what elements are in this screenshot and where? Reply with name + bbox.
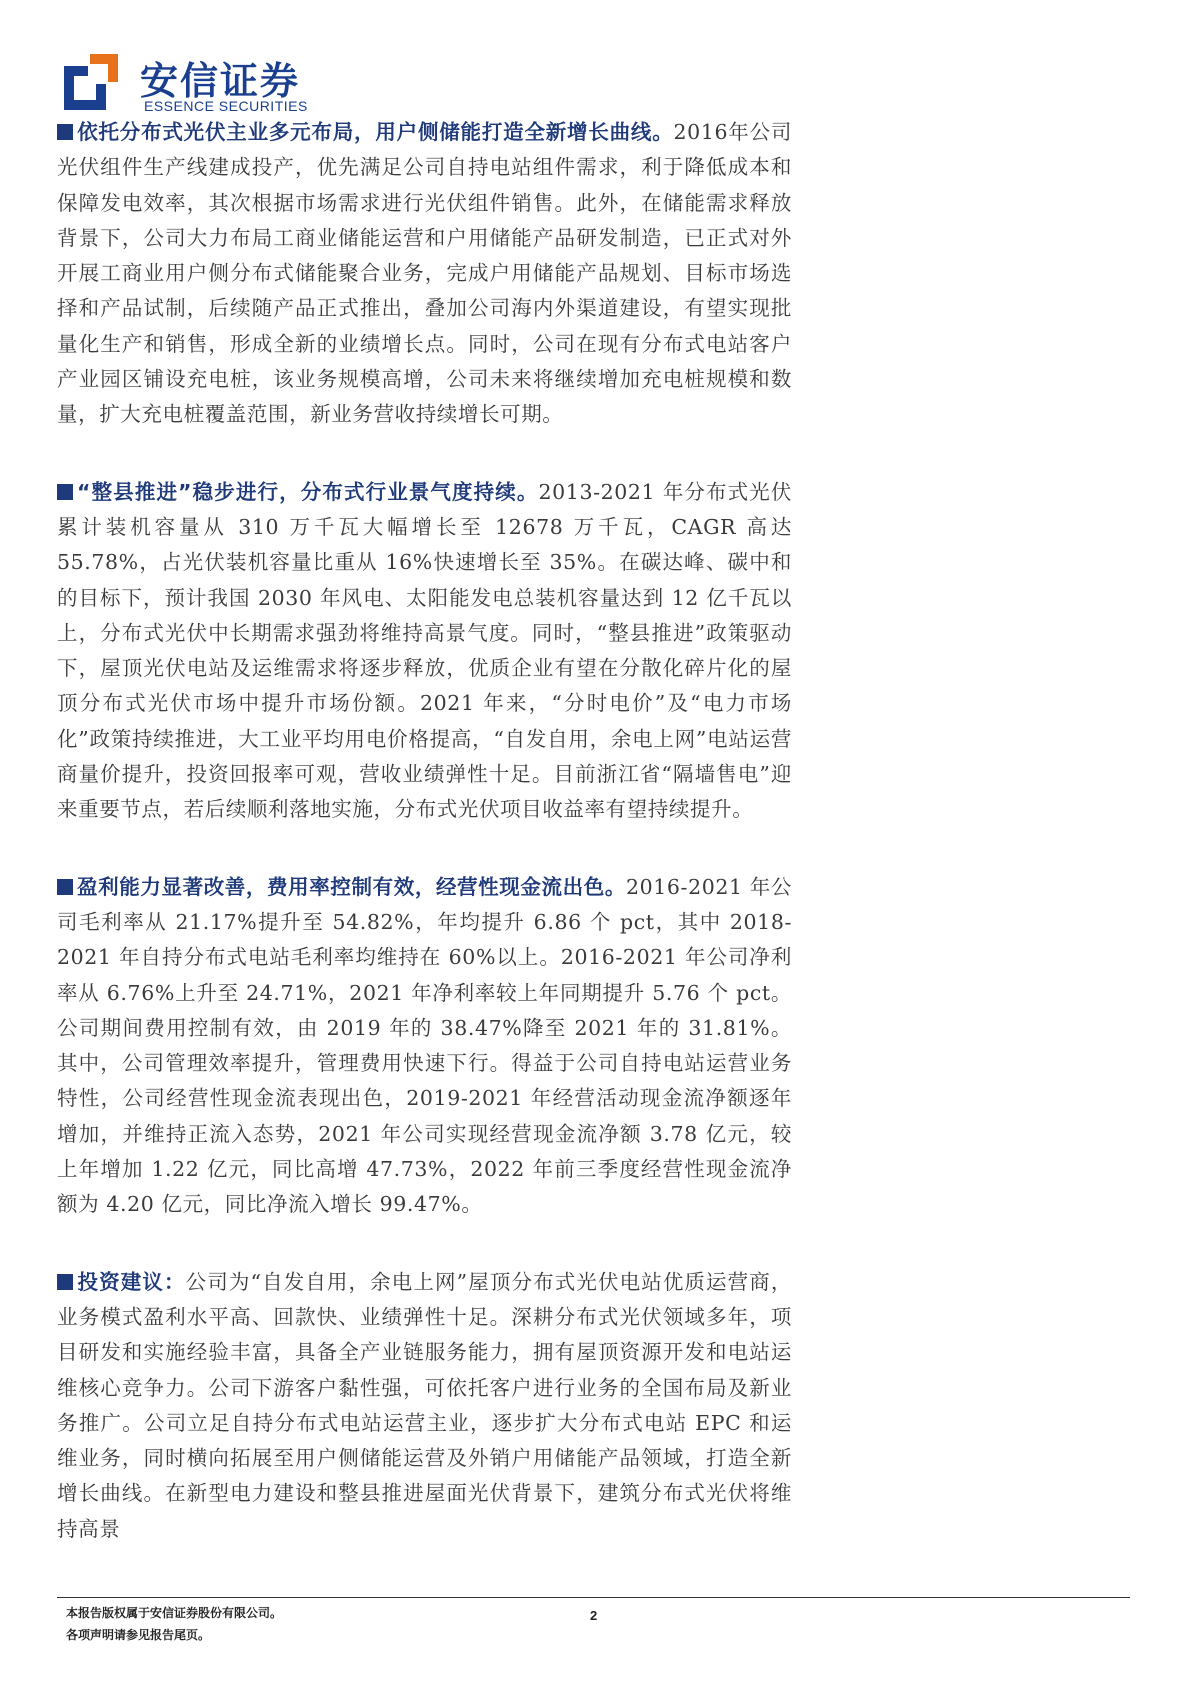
footer-divider: [57, 1597, 1130, 1598]
essence-logo-icon: [64, 52, 120, 110]
paragraph-profitability: [57, 870, 792, 1223]
footer-notice: 各项声明请参见报告尾页。: [66, 1628, 211, 1642]
paragraph-heading: “整县推进”稳步进行，分布式行业景气度持续。: [77, 479, 539, 504]
report-body: [57, 115, 792, 1589]
bullet-square-icon: [57, 484, 73, 500]
brand-name-cn: 安信证券: [140, 59, 301, 103]
paragraph-heading: 盈利能力显著改善，费用率控制有效，经营性现金流出色。: [77, 874, 626, 899]
paragraph-text: 公司为“自发自用，余电上网”屋顶分布式光伏电站优质运营商，业务模式盈利水平高、回款快、业绩弹性十足。深耕分布式光伏领域多年，项目研发和实施经验丰富，具备全产业链服务能力，拥有屋顶资源开发和电站运维核心竞争力。公司下游客户黏性强，可依托客户进行业务的全国布局及新业务推广。公司立足自持分布式电站运营主业，逐步扩大分布式电站 EPC 和运维业务，同时横向拓展至用户侧储能运营及外销户用储能产品领域，打造全新增长曲线。在新型电力建设和整县推进屋面光伏背景下，建筑分布式光伏将维持高景: [57, 1269, 793, 1541]
brand-name-en: ESSENCE SECURITIES: [144, 98, 308, 114]
paragraph-text: 2016年公司光伏组件生产线建成投产，优先满足公司自持电站组件需求，利于降低成本和保障发电效率，其次根据市场需求进行光伏组件销售。此外，在储能需求释放背景下，公司大力布局工商业储能运营和户用储能产品研发制造，已正式对外开展工商业用户侧分布式储能聚合业务，完成户用储能产品规划、目标市场选择和产品试制，后续随产品正式推出，叠加公司海内外渠道建设，有望实现批量化生产和销售，形成全新的业绩增长点。同时，公司在现有分布式电站客户产业园区铺设充电桩，该业务规模高增，公司未来将继续增加充电桩规模和数量，扩大充电桩覆盖范围，新业务营收持续增长可期。: [57, 120, 792, 427]
footer-disclaimer: [66, 1602, 282, 1646]
bullet-square-icon: [57, 1274, 73, 1290]
bullet-square-icon: [57, 124, 73, 140]
paragraph-investment-advice: [57, 1265, 792, 1547]
bullet-square-icon: [57, 879, 73, 895]
paragraph-text: 2016-2021 年公司毛利率从 21.17%提升至 54.82%，年均提升 6.86 个 pct，其中 2018-2021 年自持分布式电站毛利率均维持在 60%以上。2016-2021 年公司净利率从 6.76%上升至 24.71%，2021 年净利率较上年同期提升 5.76 个 pct。公司期间费用控制有效，由 2019 年的 38.47%降至 2021 年的 31.81%。其中，公司管理效率提升，管理费用快速下行。得益于公司自持电站运营业务特性，公司经营性现金流表现出色，2019-2021 年经营活动现金流净额逐年增加，并维持正流入态势，2021 年公司实现经营现金流净额 3.78 亿元，较上年增加 1.22 亿元，同比高增 47.73%，2022 年前三季度经营性现金流净额为 4.20 亿元，同比净流入增长 99.47%。: [57, 874, 792, 1217]
page-number: 2: [590, 1608, 598, 1623]
paragraph-heading: 依托分布式光伏主业多元布局，用户侧储能打造全新增长曲线。: [77, 120, 674, 144]
paragraph-distributed-pv-storage: [57, 115, 792, 433]
paragraph-text: 2013-2021 年分布式光伏累计装机容量从 310 万千瓦大幅增长至 12678 万千瓦，CAGR 高达 55.78%，占光伏装机容量比重从 16%快速增长至 35%。在碳达峰、碳中和的目标下，预计我国 2030 年风电、太阳能发电总装机容量达到 12 亿千瓦以上，分布式光伏中长期需求强劲将维持高景气度。同时，“整县推进”政策驱动下，屋顶光伏电站及运维需求将逐步释放，优质企业有望在分散化碎片化的屋顶分布式光伏市场中提升市场份额。2021 年来，“分时电价”及“电力市场化”政策持续推进，大工业平均用电价格提高，“自发自用，余电上网”电站运营商量价提升，投资回报率可观，营收业绩弹性十足。目前浙江省“隔墙售电”迎来重要节点，若后续顺利落地实施，分布式光伏项目收益率有望持续提升。: [57, 479, 792, 822]
paragraph-county-promotion: [57, 475, 792, 828]
paragraph-heading: 投资建议：: [77, 1269, 186, 1294]
footer-copyright: 本报告版权属于安信证券股份有限公司。: [66, 1606, 283, 1620]
page-header: [64, 50, 464, 120]
